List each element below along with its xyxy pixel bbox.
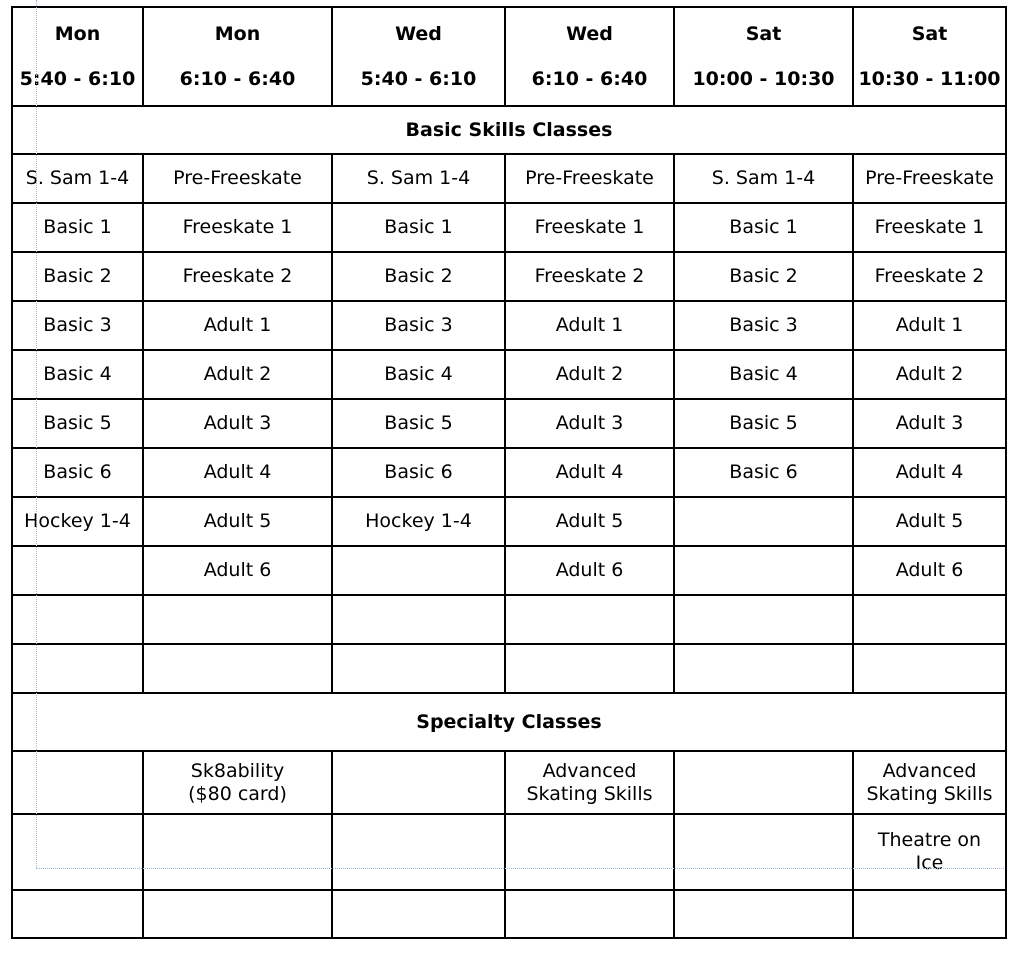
class-cell: Pre-Freeskate [505, 154, 674, 203]
class-cell [674, 546, 853, 595]
class-cell [505, 644, 674, 693]
table-row [12, 890, 1006, 938]
table-row [12, 301, 1006, 350]
specialty-class-cell [505, 814, 674, 890]
class-cell: Basic 1 [674, 203, 853, 252]
header-time: 6:10 - 6:40 [531, 67, 648, 90]
specialty-class-cell [674, 751, 853, 814]
class-cell: Basic 3 [674, 301, 853, 350]
specialty-class-cell [853, 751, 1006, 814]
class-cell: Adult 1 [505, 301, 674, 350]
class-schedule-table [11, 6, 1007, 939]
header-day: Sat [745, 22, 782, 45]
class-cell: Basic 4 [674, 350, 853, 399]
header-cell [853, 7, 1006, 106]
header-cell [332, 7, 505, 106]
class-cell: Basic 2 [12, 252, 143, 301]
class-cell: Adult 5 [505, 497, 674, 546]
table-row [12, 448, 1006, 497]
class-cell [332, 595, 505, 644]
class-cell: Adult 2 [853, 350, 1006, 399]
class-cell: Freeskate 2 [505, 252, 674, 301]
header-cell [505, 7, 674, 106]
class-cell [143, 644, 332, 693]
specialty-class-cell [143, 814, 332, 890]
table-row [12, 546, 1006, 595]
class-cell [674, 595, 853, 644]
class-cell: Adult 3 [143, 399, 332, 448]
class-cell [332, 546, 505, 595]
class-cell [674, 644, 853, 693]
class-cell: S. Sam 1-4 [332, 154, 505, 203]
class-cell: S. Sam 1-4 [674, 154, 853, 203]
class-cell [505, 595, 674, 644]
class-cell: Freeskate 1 [143, 203, 332, 252]
class-cell: Pre-Freeskate [853, 154, 1006, 203]
class-cell: Hockey 1-4 [12, 497, 143, 546]
specialty-class-cell [332, 890, 505, 938]
class-cell: S. Sam 1-4 [12, 154, 143, 203]
class-cell: Basic 3 [12, 301, 143, 350]
basic-classes-body [12, 154, 1006, 693]
specialty-class-cell [332, 814, 505, 890]
class-cell: Adult 1 [853, 301, 1006, 350]
specialty-class-line: Ice [915, 852, 944, 874]
specialty-class-line: Advanced [542, 759, 637, 782]
specialty-class-cell [143, 890, 332, 938]
class-cell: Basic 2 [332, 252, 505, 301]
header-day: Sat [911, 22, 948, 45]
class-cell: Adult 4 [853, 448, 1006, 497]
class-cell: Adult 6 [505, 546, 674, 595]
class-cell: Basic 6 [332, 448, 505, 497]
class-cell: Basic 3 [332, 301, 505, 350]
specialty-class-cell [674, 814, 853, 890]
header-day: Mon [54, 22, 101, 45]
table-row [12, 399, 1006, 448]
header-day: Mon [214, 22, 261, 45]
specialty-class-line: ($80 card) [188, 782, 287, 805]
class-cell: Hockey 1-4 [332, 497, 505, 546]
specialty-class-cell [332, 751, 505, 814]
table-row [12, 154, 1006, 203]
section-title-specialty: Specialty Classes [12, 693, 1006, 751]
class-cell: Basic 5 [12, 399, 143, 448]
section-row-basic [12, 106, 1006, 154]
class-cell: Basic 6 [674, 448, 853, 497]
specialty-class-line: Skating Skills [866, 782, 993, 805]
class-cell: Adult 5 [853, 497, 1006, 546]
specialty-class-cell [505, 751, 674, 814]
specialty-class-cell [12, 751, 143, 814]
class-cell: Basic 4 [12, 350, 143, 399]
specialty-class-cell [505, 890, 674, 938]
class-cell: Basic 1 [12, 203, 143, 252]
specialty-class-cell [143, 751, 332, 814]
table-row [12, 751, 1006, 814]
header-time: 5:40 - 6:10 [360, 67, 477, 90]
section-row-specialty [12, 693, 1006, 751]
specialty-class-cell [853, 890, 1006, 938]
header-time: 6:10 - 6:40 [179, 67, 296, 90]
header-day: Wed [566, 22, 613, 45]
section-title-basic-skills: Basic Skills Classes [12, 106, 1006, 154]
specialty-class-cell [674, 890, 853, 938]
class-cell: Adult 4 [505, 448, 674, 497]
class-cell: Basic 4 [332, 350, 505, 399]
header-time: 10:00 - 10:30 [692, 67, 835, 90]
specialty-class-cell [853, 814, 1006, 890]
header-cell [674, 7, 853, 106]
table-row [12, 350, 1006, 399]
class-cell: Adult 5 [143, 497, 332, 546]
specialty-class-cell [12, 890, 143, 938]
class-cell: Adult 3 [853, 399, 1006, 448]
class-cell: Adult 1 [143, 301, 332, 350]
class-cell: Freeskate 1 [853, 203, 1006, 252]
class-cell: Adult 3 [505, 399, 674, 448]
class-cell [12, 546, 143, 595]
table-row [12, 203, 1006, 252]
class-cell: Adult 2 [505, 350, 674, 399]
specialty-class-line: Advanced [882, 759, 977, 782]
class-cell: Freeskate 1 [505, 203, 674, 252]
specialty-class-cell [12, 814, 143, 890]
class-cell: Freeskate 2 [853, 252, 1006, 301]
class-cell [332, 644, 505, 693]
header-day: Wed [395, 22, 442, 45]
table-row [12, 252, 1006, 301]
header-time: 5:40 - 6:10 [19, 67, 136, 90]
header-time: 10:30 - 11:00 [858, 67, 1001, 90]
class-cell: Basic 6 [12, 448, 143, 497]
class-cell: Adult 4 [143, 448, 332, 497]
class-cell: Pre-Freeskate [143, 154, 332, 203]
class-cell [143, 595, 332, 644]
specialty-classes-body [12, 751, 1006, 938]
class-cell: Adult 6 [853, 546, 1006, 595]
class-cell: Basic 2 [674, 252, 853, 301]
header-cell [12, 7, 143, 106]
class-cell: Adult 2 [143, 350, 332, 399]
class-cell: Basic 5 [674, 399, 853, 448]
specialty-class-line: Theatre on [877, 829, 982, 852]
specialty-class-line: Skating Skills [526, 782, 653, 805]
class-cell [12, 644, 143, 693]
table-row [12, 595, 1006, 644]
class-cell [12, 595, 143, 644]
header-cell [143, 7, 332, 106]
class-cell [674, 497, 853, 546]
class-cell: Basic 1 [332, 203, 505, 252]
class-cell: Basic 5 [332, 399, 505, 448]
header-row [12, 7, 1006, 106]
class-cell: Freeskate 2 [143, 252, 332, 301]
table-row [12, 497, 1006, 546]
class-cell [853, 644, 1006, 693]
class-cell [853, 595, 1006, 644]
table-row [12, 814, 1006, 890]
class-cell: Adult 6 [143, 546, 332, 595]
table-row [12, 644, 1006, 693]
specialty-class-line: Sk8ability [190, 759, 285, 782]
